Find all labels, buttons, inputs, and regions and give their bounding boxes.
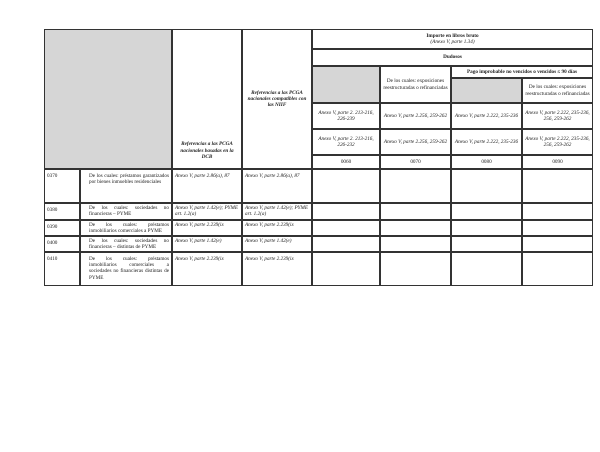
row-value-cell[interactable] [522,252,593,286]
row-ref-niif: Anexo V, parte 1.42(e); PYME art. 1.2(a) [242,203,312,220]
row-value-cell[interactable] [522,203,593,220]
row-value-cell[interactable] [451,252,522,286]
importe-title: Importe en libros bruto [426,32,479,39]
row-ref-niif: Anexo V, parte 2.86(a), 87 [242,169,312,203]
row-code: 0380 [44,203,80,220]
row-value-cell[interactable] [451,169,522,203]
row-ref-dcb: Anexo V, parte 2.86(a), 87 [172,169,242,203]
col-code-0060: 0060 [312,155,380,169]
row-desc: De los cuales: préstamos inmobiliarios comerciales a sociedades no financieras distintas de PYME [80,252,172,286]
row-code: 0370 [44,169,80,203]
header-ref-dcb: Referencias a las PCGA nacionales basadas en la DCB [172,29,242,169]
ref-row2-c1: Anexo V, parte 2. 213-216, 226-232 [312,129,380,155]
col-code-0080: 0080 [451,155,522,169]
row-code: 0390 [44,220,80,236]
row-value-cell[interactable] [312,203,380,220]
row-value-cell[interactable] [380,236,451,252]
row-value-cell[interactable] [380,252,451,286]
ref-row1-c1: Anexo V, parte 2. 213-216, 226-239 [312,103,380,129]
ref-row2-c3: Anexo V, parte 2.222, 235-236 [451,129,522,155]
header-pago-improbable: Pago improbable no vencidos o vencidos ≤ 90 días [451,66,593,78]
col-code-0070: 0070 [380,155,451,169]
row-ref-niif: Anexo V, parte 2.239(ix [242,220,312,236]
row-value-cell[interactable] [522,236,593,252]
row-value-cell[interactable] [522,220,593,236]
row-code: 0400 [44,236,80,252]
header-blank-cell [44,29,172,169]
row-value-cell[interactable] [451,236,522,252]
row-desc: De los cuales: préstamos inmobiliarios comerciales a PYME [80,220,172,236]
row-value-cell[interactable] [380,203,451,220]
header-ref-niif: Referencias a las PCGA nacionales compatibles con las NIIF [242,29,312,169]
row-ref-niif: Anexo V, parte 1.42(e) [242,236,312,252]
ref-row1-c4: Anexo V, parte 2.222, 235-236, 256, 259-262 [522,103,593,129]
row-code: 0410 [44,252,80,286]
header-dudosos: Dudosos [312,49,593,66]
reporting-table [44,29,593,286]
header-importe [312,29,593,49]
row-value-cell[interactable] [312,252,380,286]
row-value-cell[interactable] [312,236,380,252]
row-value-cell[interactable] [451,220,522,236]
ref-row1-c3: Anexo V, parte 2.222, 235-236 [451,103,522,129]
header-de-los-cuales-2: De los cuales: exposiciones reestructuradas o refinanciadas [522,78,593,103]
header-de-los-cuales-1: De los cuales: exposiciones reestructuradas o refinanciadas [380,66,451,103]
row-ref-dcb: Anexo V, parte 1.42(e) [172,236,242,252]
importe-subtitle: (Anexo V, parte 1.34) [430,39,475,45]
row-ref-dcb: Anexo V, parte 1.42(e); PYME art. 1.2(a) [172,203,242,220]
row-value-cell[interactable] [380,169,451,203]
row-desc: De los cuales: sociedades no financieras – PYME [80,203,172,220]
ref-row2-c4: Anexo V, parte 2.222, 235-236, 256, 259-262 [522,129,593,155]
row-ref-dcb: Anexo V, parte 2.239(ix [172,220,242,236]
row-desc: De los cuales: sociedades no financieras – distintas de PYME [80,236,172,252]
ref-row1-c2: Anexo V, parte 2.256, 259-262 [380,103,451,129]
row-value-cell[interactable] [380,220,451,236]
row-desc: De los cuales: préstamos garantizados por bienes inmuebles residenciales [80,169,172,203]
row-value-cell[interactable] [522,169,593,203]
row-value-cell[interactable] [451,203,522,220]
row-ref-dcb: Anexo V, parte 2.239(ix [172,252,242,286]
row-value-cell[interactable] [312,220,380,236]
header-pago-blank [451,78,522,103]
ref-row2-c2: Anexo V, parte 2.256, 259-262 [380,129,451,155]
row-ref-niif: Anexo V, parte 2.239(ix [242,252,312,286]
row-value-cell[interactable] [312,169,380,203]
header-dudosos-blank [312,66,380,103]
col-code-0090: 0090 [522,155,593,169]
